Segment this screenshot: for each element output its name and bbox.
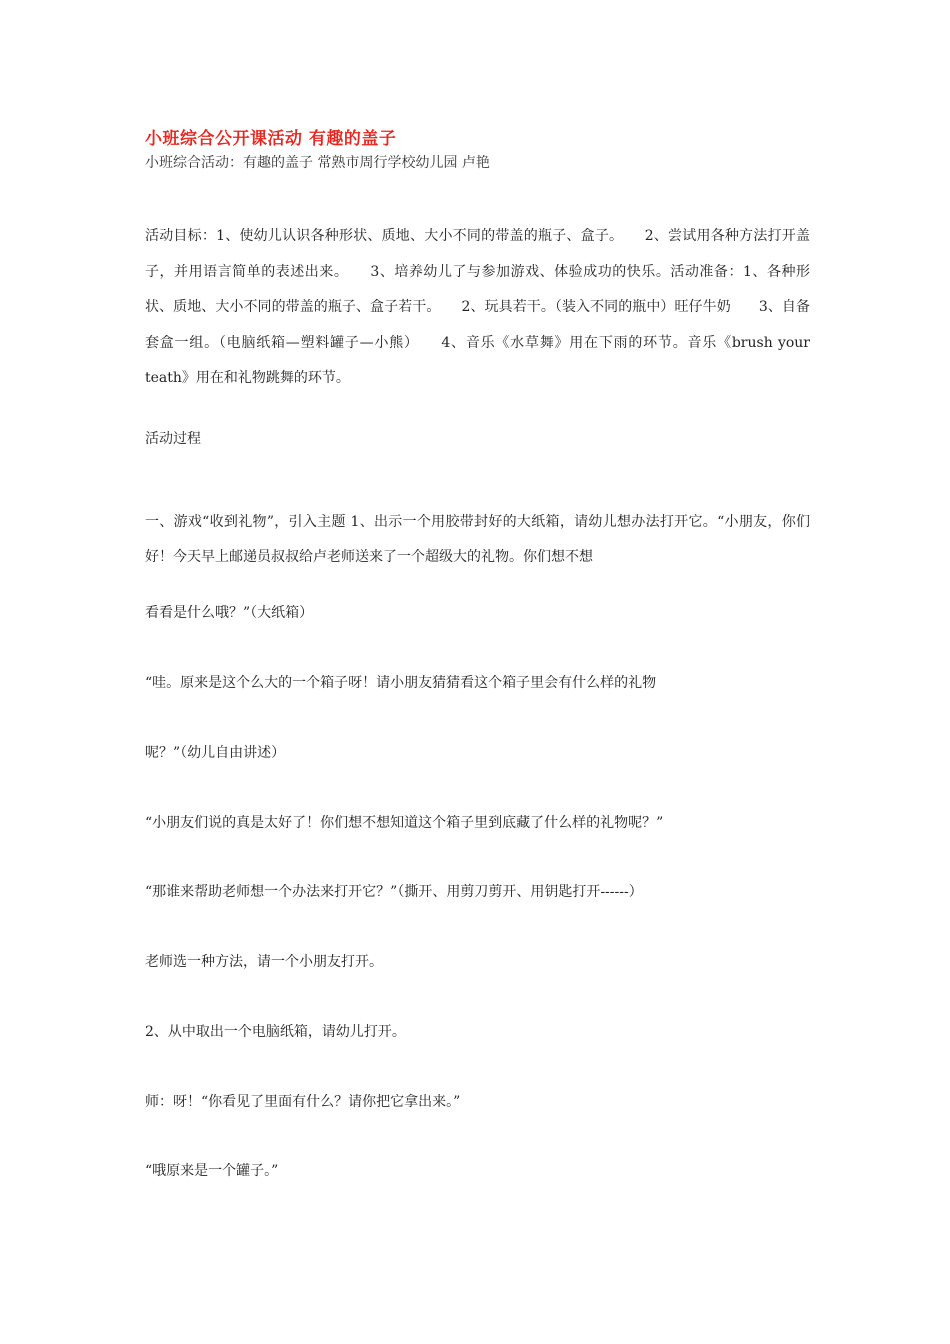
activity-goals-paragraph: 活动目标：1、使幼儿认识各种形状、质地、大小不同的带盖的瓶子、盒子。 2、尝试用各种方法打开盖子，并用语言简单的表述出来。 3、培养幼儿了与参加游戏、体验成功的快乐。活动准备：1、各种形状、质地、大小不同的带盖的瓶子、盒子若干。 2、玩具若干。（装入不同的瓶中）旺仔牛奶 3、自备套盒一组。（电脑纸箱—塑料罐子—小熊） 4、音乐《水草舞》用在下雨的环节。音乐《brush your teath》用在和礼物跳舞的环节。 (145, 228, 810, 386)
text-line-6: 老师选一种方法，请一个小朋友打开。 (145, 954, 383, 970)
text-line-5: “那谁来帮助老师想一个办法来打开它？”（撕开、用剪刀剪开、用钥匙打开------） (145, 884, 643, 900)
page-title: 小班综合公开课活动 有趣的盖子 (145, 129, 397, 149)
text-line-9: “哦原来是一个罐子。” (145, 1163, 279, 1179)
page-subtitle: 小班综合活动：有趣的盖子 常熟市周行学校幼儿园 卢艳 (145, 155, 490, 171)
text-line-4: “小朋友们说的真是太好了！你们想不想知道这个箱子里到底藏了什么样的礼物呢？” (145, 815, 664, 831)
step1-paragraph: 一、游戏“收到礼物”，引入主题 1、出示一个用胶带封好的大纸箱，请幼儿想办法打开它。“小朋友，你们好！今天早上邮递员叔叔给卢老师送来了一个超级大的礼物。你们想不想 (145, 514, 810, 565)
text-line-2: “哇。原来是这个么大的一个箱子呀！请小朋友猜猜看这个箱子里会有什么样的礼物 (145, 675, 657, 691)
process-heading: 活动过程 (145, 431, 201, 447)
text-line-3: 呢？”（幼儿自由讲述） (145, 745, 286, 761)
text-line-7: 2、从中取出一个电脑纸箱，请幼儿打开。 (145, 1024, 406, 1040)
text-line-8: 师：呀！“你看见了里面有什么？请你把它拿出来。” (145, 1094, 461, 1110)
text-line-1: 看看是什么哦？”（大纸箱） (145, 605, 314, 621)
